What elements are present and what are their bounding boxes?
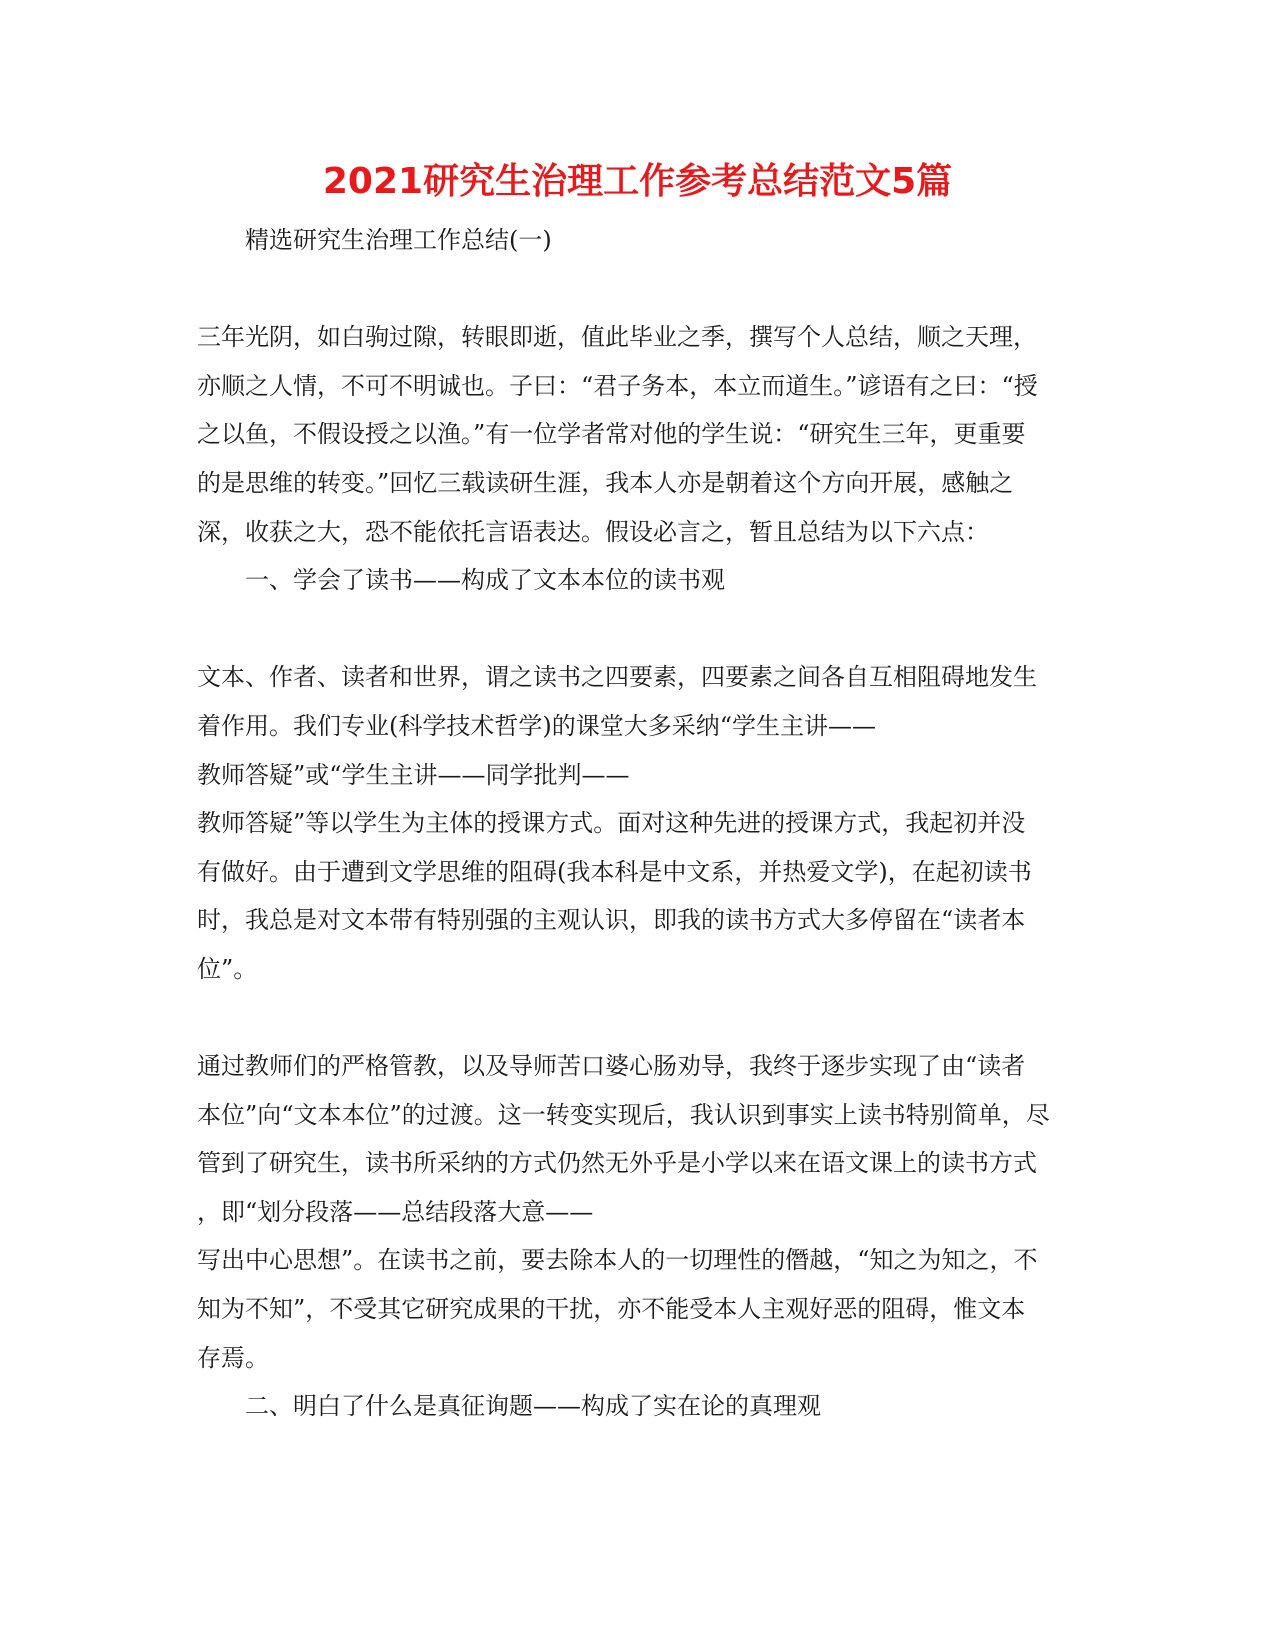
section-heading-line: 二、明白了什么是真征询题——构成了实在论的真理观 <box>245 1392 821 1421</box>
paragraph-line: 亦顺之人情，不可不明诚也。子曰：“君子务本，本立而道生。”谚语有之曰：“授 <box>197 371 1038 400</box>
paragraph-line: 时，我总是对文本带有特别强的主观认识，即我的读书方式大多停留在“读者本 <box>197 906 1026 935</box>
paragraph-line: 着作用。我们专业(科学技术哲学)的课堂大多采纳“学生主讲—— <box>197 711 876 740</box>
paragraph-line: ，即“划分段落——总结段落大意—— <box>197 1197 594 1226</box>
paragraph-line: 存焉。 <box>197 1343 269 1372</box>
paragraph-line: 管到了研究生，读书所采纳的方式仍然无外乎是小学以来在语文课上的读书方式 <box>197 1149 1037 1178</box>
document-body <box>197 216 1082 1431</box>
paragraph-line: 之以鱼，不假设授之以渔。”有一位学者常对他的学生说：“研究生三年，更重要 <box>197 420 1026 449</box>
paragraph-line: 有做好。由于遭到文学思维的阻碍(我本科是中文系，并热爱文学)，在起初读书 <box>197 857 1032 886</box>
section-heading-line: 一、学会了读书——构成了文本本位的读书观 <box>245 566 725 595</box>
paragraph-line: 深，收获之大，恐不能依托言语表达。假设必言之，暂且总结为以下六点： <box>197 517 989 546</box>
blank-line <box>197 994 1082 1043</box>
paragraph-line: 位”。 <box>197 954 258 983</box>
paragraph-line: 教师答疑”或“学生主讲——同学批判—— <box>197 760 630 789</box>
paragraph-line: 文本、作者、读者和世界，谓之读书之四要素，四要素之间各自互相阻碍地发生 <box>197 663 1037 692</box>
section-heading-line: 精选研究生治理工作总结(一) <box>245 226 552 254</box>
blank-line <box>197 265 1082 314</box>
paragraph-line: 三年光阴，如白驹过隙，转眼即逝，值此毕业之季，撰写个人总结，顺之天理， <box>197 323 1037 352</box>
paragraph-line: 教师答疑”等以学生为主体的授课方式。面对这种先进的授课方式，我起初并没 <box>197 809 1026 838</box>
paragraph-line: 的是思维的转变。”回忆三载读研生涯，我本人亦是朝着这个方向开展，感触之 <box>197 468 1014 497</box>
paragraph-line: 写出中心思想”。在读书之前，要去除本人的一切理性的僭越，“知之为知之，不 <box>197 1246 1038 1275</box>
blank-line <box>197 605 1082 654</box>
paragraph-line: 通过教师们的严格管教，以及导师苦口婆心肠劝导，我终于逐步实现了由“读者 <box>197 1052 1026 1081</box>
paragraph-line: 知为不知”，不受其它研究成果的干扰，亦不能受本人主观好恶的阻碍，惟文本 <box>197 1295 1026 1324</box>
document-title: 2021研究生治理工作参考总结范文5篇 <box>322 161 953 202</box>
paragraph-line: 本位”向“文本本位”的过渡。这一转变实现后，我认识到事实上读书特别简单，尽 <box>197 1100 1050 1129</box>
